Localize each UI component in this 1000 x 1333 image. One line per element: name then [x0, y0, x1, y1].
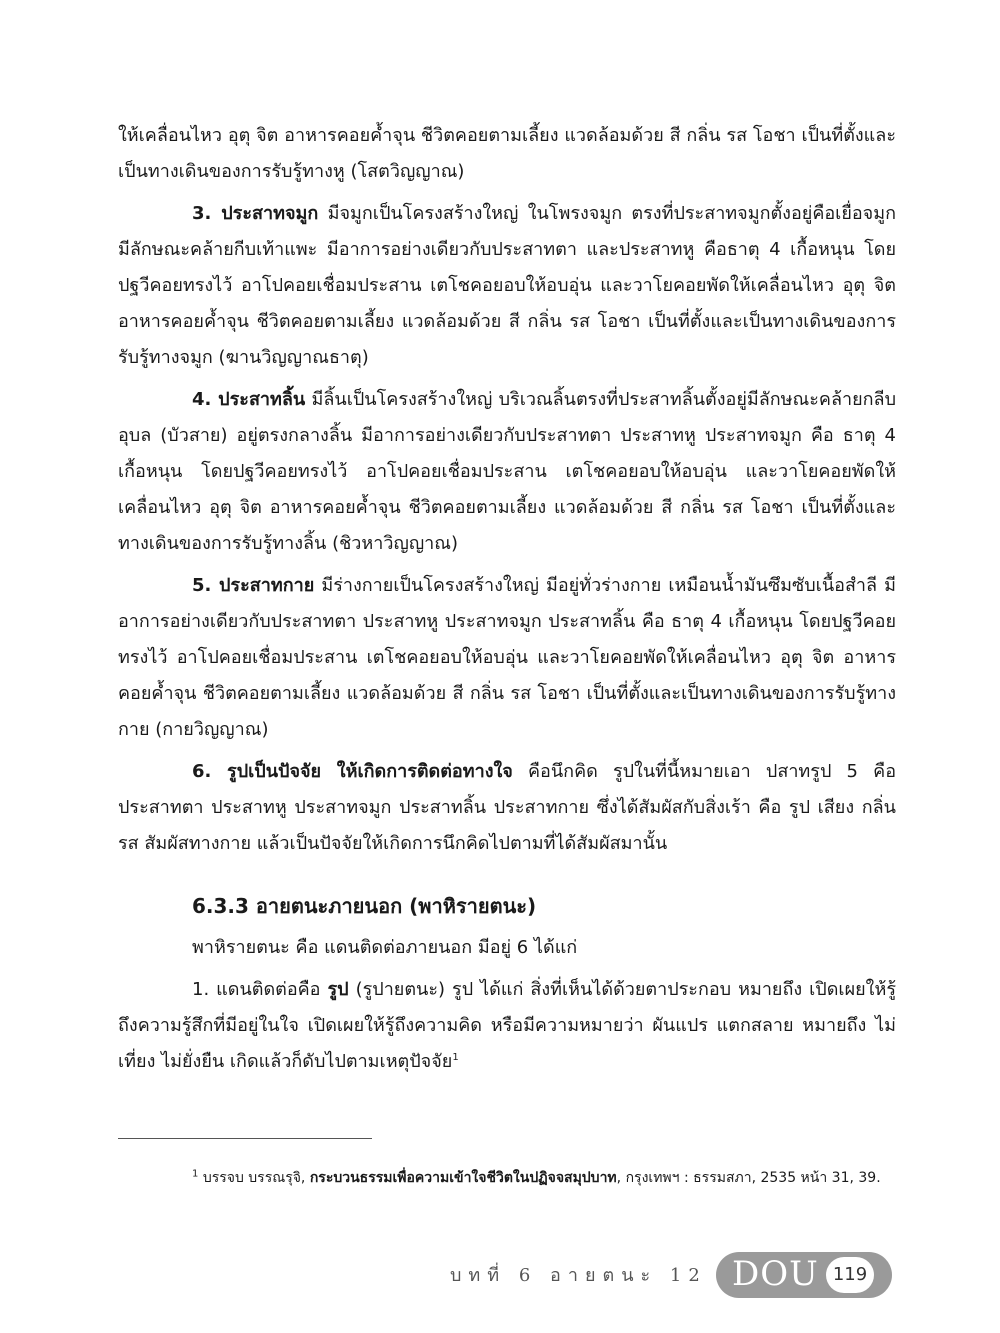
dou-logo: DOU	[732, 1254, 819, 1294]
external-1-text: (รูปายตนะ) รูป ได้แก่ สิ่งที่เห็นได้ด้วยตาประกอบ หมายถึง เปิดเผยให้รู้ถึงความรู้สึกที่มีอยู่ในใจ เปิดเผยให้รู้ถึงความคิด หรือมีความหมายว่า ผันแปร แตกสลาย หมายถึง ไม่เที่ยง ไม่ยั่งยืน เกิดแล้วก็ดับไปตามเหตุปัจจัย	[118, 979, 896, 1072]
paragraph-item-4	[118, 382, 896, 562]
footnote-mark: 1	[192, 1168, 199, 1180]
item-5-text: มีร่างกายเป็นโครงสร้างใหญ่ มีอยู่ทั่วร่างกาย เหมือนน้ำมันซึมซับเนื้อสำลี มีอาการอย่างเดียวกับประสาทตา ประสาทหู ประสาทจมูก ประสาทลิ้น คือ ธาตุ 4 เกื้อหนุน โดยปฐวีคอยทรงไว้ อาโปคอยเชื่อมประสาน เตโชคอยอบให้อบอุ่น และวาโยคอยพัดให้เคลื่อนไหว อุตุ จิต อาหารคอยค้ำจุน ชีวิตคอยตามเลี้ยง แวดล้อมด้วย สี กลิ่น รส โอชา เป็นที่ตั้งและเป็นทางเดินของการรับรู้ทางกาย (กายวิญญาณ)	[118, 575, 896, 740]
item-3-title: 3. ประสาทจมูก	[192, 203, 319, 224]
item-3-text: มีจมูกเป็นโครงสร้างใหญ่ ในโพรงจมูก ตรงที่ประสาทจมูกตั้งอยู่คือเยื่อจมูก มีลักษณะคล้ายกีบเท้าแพะ มีอาการอย่างเดียวกับประสาทตา และประสาทหู คือธาตุ 4 เกื้อหนุน โดยปฐวีคอยทรงไว้ อาโปคอยเชื่อมประสาน เตโชคอยอบให้อบอุ่น และวาโยคอยพัดให้เคลื่อนไหว อุตุ จิต อาหารคอยค้ำจุน ชีวิตคอยตามเลี้ยง แวดล้อมด้วย สี กลิ่น รส โอชา เป็นที่ตั้งและเป็นทางเดินของการรับรู้ทางจมูก (ฆานวิญญาณธาตุ)	[118, 203, 896, 368]
section-intro: พาหิรายตนะ คือ แดนติดต่อภายนอก มีอยู่ 6 ได้แก่	[192, 937, 578, 958]
paragraph-external-1	[118, 972, 896, 1080]
external-1-term: รูป	[327, 979, 349, 1000]
page-number: 119	[826, 1257, 874, 1293]
footnote-reference[interactable]: 1	[452, 1052, 459, 1063]
footnote-publication: , กรุงเทพฯ : ธรรมสภา, 2535 หน้า 31, 39.	[616, 1170, 881, 1186]
item-5-title: 5. ประสาทกาย	[192, 575, 315, 596]
item-6-text: คือนึกคิด รูปในที่นี้หมายเอา ปสาทรูป 5 คือ ประสาทตา ประสาทหู ประสาทจมูก ประสาทลิ้น ประสาทกาย ซึ่งได้สัมผัสกับสิ่งเร้า คือ รูป เสียง กลิ่น รส สัมผัสทางกาย แล้วเป็นปัจจัยให้เกิดการนึกคิดไปตามที่ได้สัมผัสมานั้น	[118, 761, 897, 854]
dou-badge	[716, 1252, 892, 1298]
footnote-divider	[118, 1138, 372, 1139]
external-1-prefix: 1. แดนติดต่อคือ	[192, 979, 328, 1000]
item-6-title: 6. รูปเป็นปัจจัย ให้เกิดการติดต่อทางใจ	[192, 761, 513, 782]
running-head: บทที่ 6 อายตนะ 12	[450, 1265, 707, 1286]
page-footer	[420, 1252, 900, 1300]
footnote-author: บรรจบ บรรณรุจิ,	[198, 1170, 310, 1186]
footnote	[118, 1166, 896, 1190]
paragraph-item-5	[118, 568, 896, 748]
footnote-book-title: กระบวนธรรมเพื่อความเข้าใจชีวิตในปฏิจจสมุปบาท	[309, 1170, 617, 1186]
item-4-title: 4. ประสาทลิ้น	[192, 389, 306, 410]
section-heading: 6.3.3 อายตนะภายนอก (พาหิรายตนะ)	[192, 894, 537, 918]
item-4-text: มีลิ้นเป็นโครงสร้างใหญ่ บริเวณลิ้นตรงที่ประสาทลิ้นตั้งอยู่มีลักษณะคล้ายกลีบอุบล (บัวสาย) อยู่ตรงกลางลิ้น มีอาการอย่างเดียวกับประสาทตา ประสาทหู ประสาทจมูก คือ ธาตุ 4 เกื้อหนุน โดยปฐวีคอยทรงไว้ อาโปคอยเชื่อมประสาน เตโชคอยอบให้อบอุ่น และวาโยคอยพัดให้เคลื่อนไหว อุตุ จิต อาหารคอยค้ำจุน ชีวิตคอยตามเลี้ยง แวดล้อมด้วย สี กลิ่น รส โอชา เป็นที่ตั้งและทางเดินของการรับรู้ทางลิ้น (ชิวหาวิญญาณ)	[118, 389, 896, 554]
paragraph-item-3	[118, 196, 896, 376]
paragraph-continuation: ให้เคลื่อนไหว อุตุ จิต อาหารคอยค้ำจุน ชีวิตคอยตามเลี้ยง แวดล้อมด้วย สี กลิ่น รส โอชา เป็นที่ตั้งและเป็นทางเดินของการรับรู้ทางหู (โสตวิญญาณ)	[118, 125, 896, 182]
page-body	[118, 118, 896, 1080]
paragraph-item-6	[118, 754, 896, 862]
